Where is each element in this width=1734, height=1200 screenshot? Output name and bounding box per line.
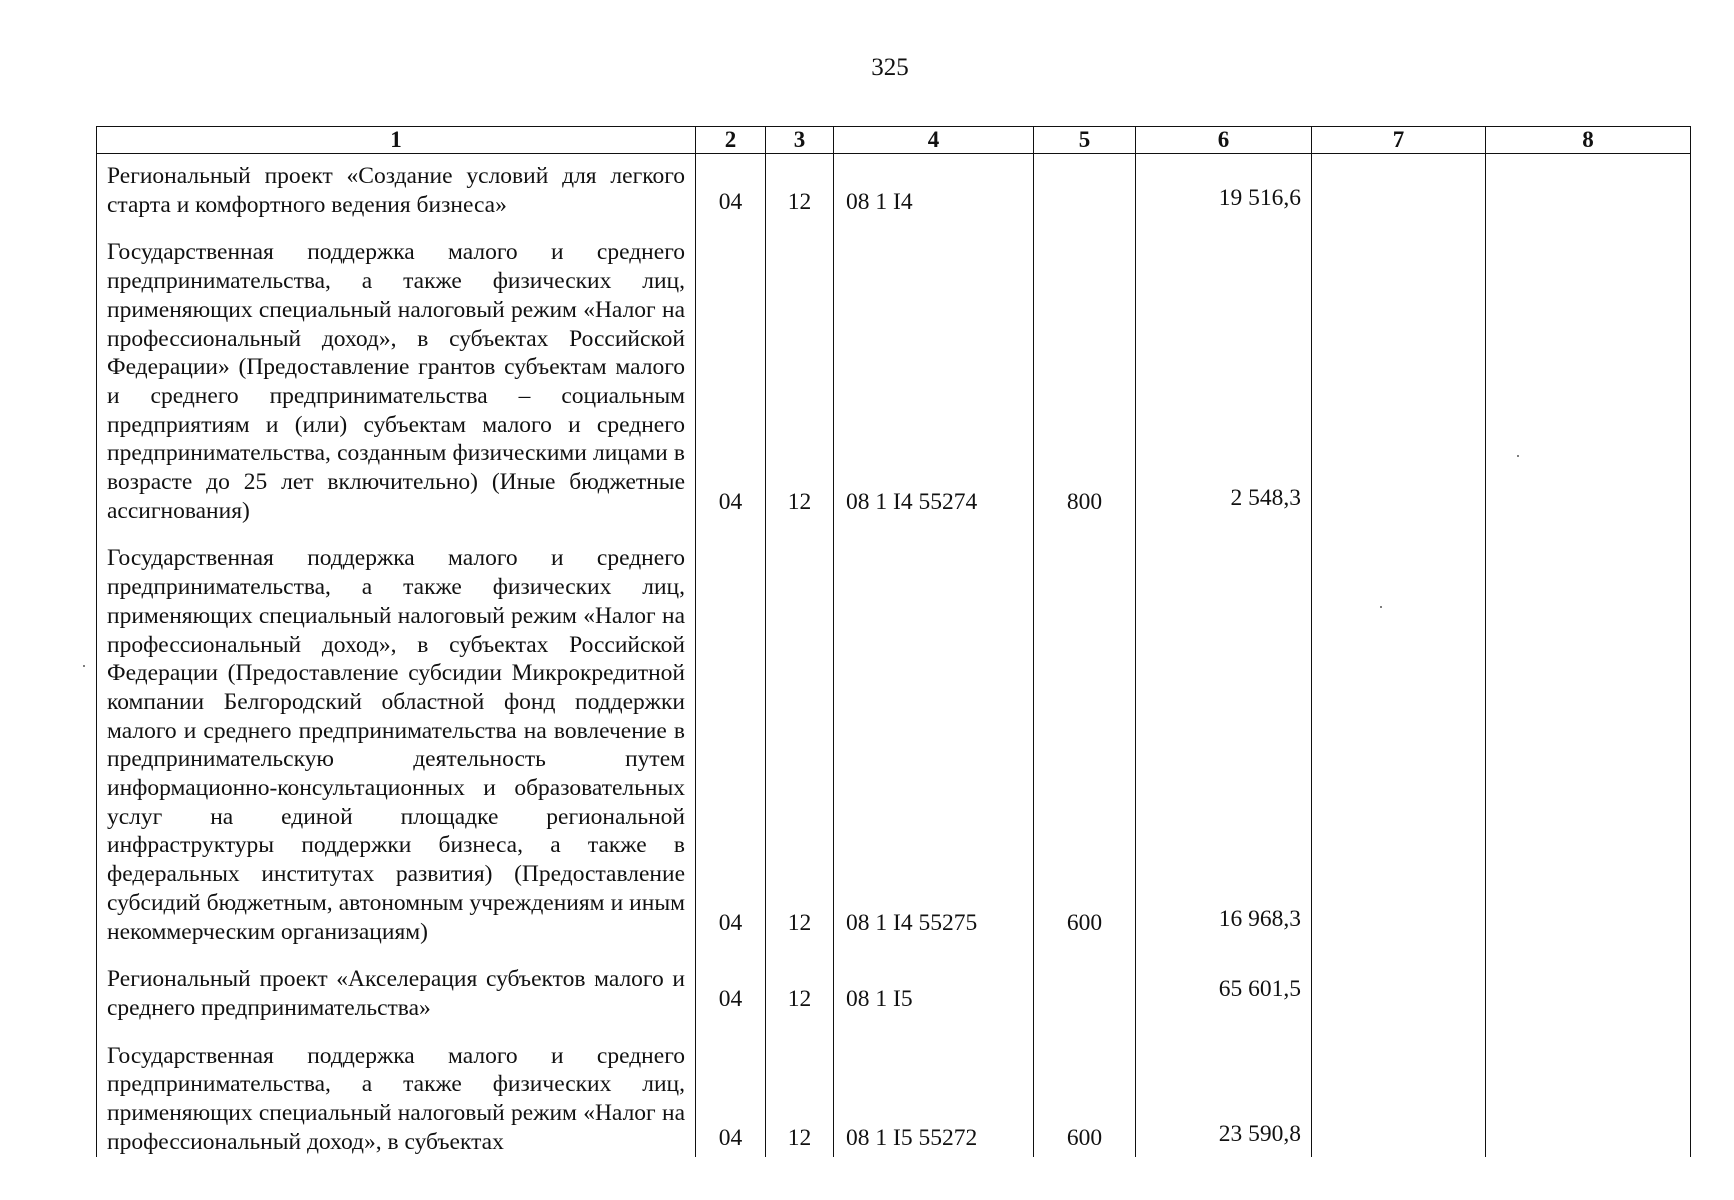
row-col8 — [1486, 154, 1691, 225]
row-col8 — [1486, 951, 1691, 1027]
row-section: 04 — [696, 224, 766, 530]
row-expense-type — [1034, 154, 1136, 225]
row-col8 — [1486, 224, 1691, 530]
row-target-article: 08 1 I4 55274 — [834, 224, 1034, 530]
row-amount: 65 601,5 — [1136, 951, 1312, 1027]
row-col8 — [1486, 1028, 1691, 1157]
row-subsection: 12 — [766, 530, 834, 951]
table-row — [97, 530, 1691, 951]
table-row — [97, 951, 1691, 1027]
row-target-article: 08 1 I4 — [834, 154, 1034, 225]
row-subsection: 12 — [766, 154, 834, 225]
row-expense-type: 600 — [1034, 530, 1136, 951]
row-section: 04 — [696, 1028, 766, 1157]
row-amount: 16 968,3 — [1136, 530, 1312, 951]
row-target-article: 08 1 I5 — [834, 951, 1034, 1027]
table-header-row — [97, 127, 1691, 154]
column-header-3: 3 — [766, 127, 834, 154]
row-col7 — [1312, 530, 1486, 951]
row-col7 — [1312, 951, 1486, 1027]
page-number: 325 — [871, 54, 909, 81]
column-header-4: 4 — [834, 127, 1034, 154]
table-row — [97, 224, 1691, 530]
row-amount: 23 590,8 — [1136, 1028, 1312, 1157]
table-row — [97, 154, 1691, 225]
column-header-6: 6 — [1136, 127, 1312, 154]
row-section: 04 — [696, 530, 766, 951]
row-description: Государственная поддержка малого и среднего предпринимательства, а также физических лиц, применяющих специальный налоговый режим «Налог на профессиональный доход», в субъектах — [97, 1028, 696, 1157]
row-col7 — [1312, 1028, 1486, 1157]
row-expense-type: 800 — [1034, 224, 1136, 530]
scan-speck — [83, 665, 85, 667]
column-header-8: 8 — [1486, 127, 1691, 154]
budget-table — [96, 126, 1691, 1157]
scan-speck — [1380, 606, 1382, 608]
column-header-7: 7 — [1312, 127, 1486, 154]
row-amount: 19 516,6 — [1136, 154, 1312, 225]
row-subsection: 12 — [766, 1028, 834, 1157]
row-col8 — [1486, 530, 1691, 951]
row-target-article: 08 1 I5 55272 — [834, 1028, 1034, 1157]
column-header-5: 5 — [1034, 127, 1136, 154]
row-target-article: 08 1 I4 55275 — [834, 530, 1034, 951]
row-description: Региональный проект «Создание условий для легкого старта и комфортного ведения бизнеса» — [97, 154, 696, 225]
table-row — [97, 1028, 1691, 1157]
row-expense-type — [1034, 951, 1136, 1027]
column-header-2: 2 — [696, 127, 766, 154]
row-description: Региональный проект «Акселерация субъектов малого и среднего предпринимательства» — [97, 951, 696, 1027]
scan-speck — [1517, 455, 1519, 457]
row-section: 04 — [696, 951, 766, 1027]
row-description: Государственная поддержка малого и среднего предпринимательства, а также физических лиц, применяющих специальный налоговый режим «Налог на профессиональный доход», в субъектах Российской Федерации (Предоставление субсидии Микрокредитной компании Белгородский областной фонд поддержки малого и среднего предпринимательства на вовлечение в предпринимательскую деятельность путем информационно-консультационных и образовательных услуг на единой площадке региональной инфраструктуры поддержки бизнеса, а также в федеральных институтах развития) (Предоставление субсидий бюджетным, автономным учреждениям и иным некоммерческим организациям) — [97, 530, 696, 951]
row-subsection: 12 — [766, 951, 834, 1027]
row-col7 — [1312, 154, 1486, 225]
row-col7 — [1312, 224, 1486, 530]
row-subsection: 12 — [766, 224, 834, 530]
row-description: Государственная поддержка малого и среднего предпринимательства, а также физических лиц, применяющих специальный налоговый режим «Налог на профессиональный доход», в субъектах Российской Федерации» (Предоставление грантов субъектам малого и среднего предпринимательства – социальным предприятиям и (или) субъектам малого и среднего предпринимательства, созданным физическими лицами в возрасте до 25 лет включительно) (Иные бюджетные ассигнования) — [97, 224, 696, 530]
column-header-1: 1 — [97, 127, 696, 154]
row-expense-type: 600 — [1034, 1028, 1136, 1157]
row-amount: 2 548,3 — [1136, 224, 1312, 530]
row-section: 04 — [696, 154, 766, 225]
